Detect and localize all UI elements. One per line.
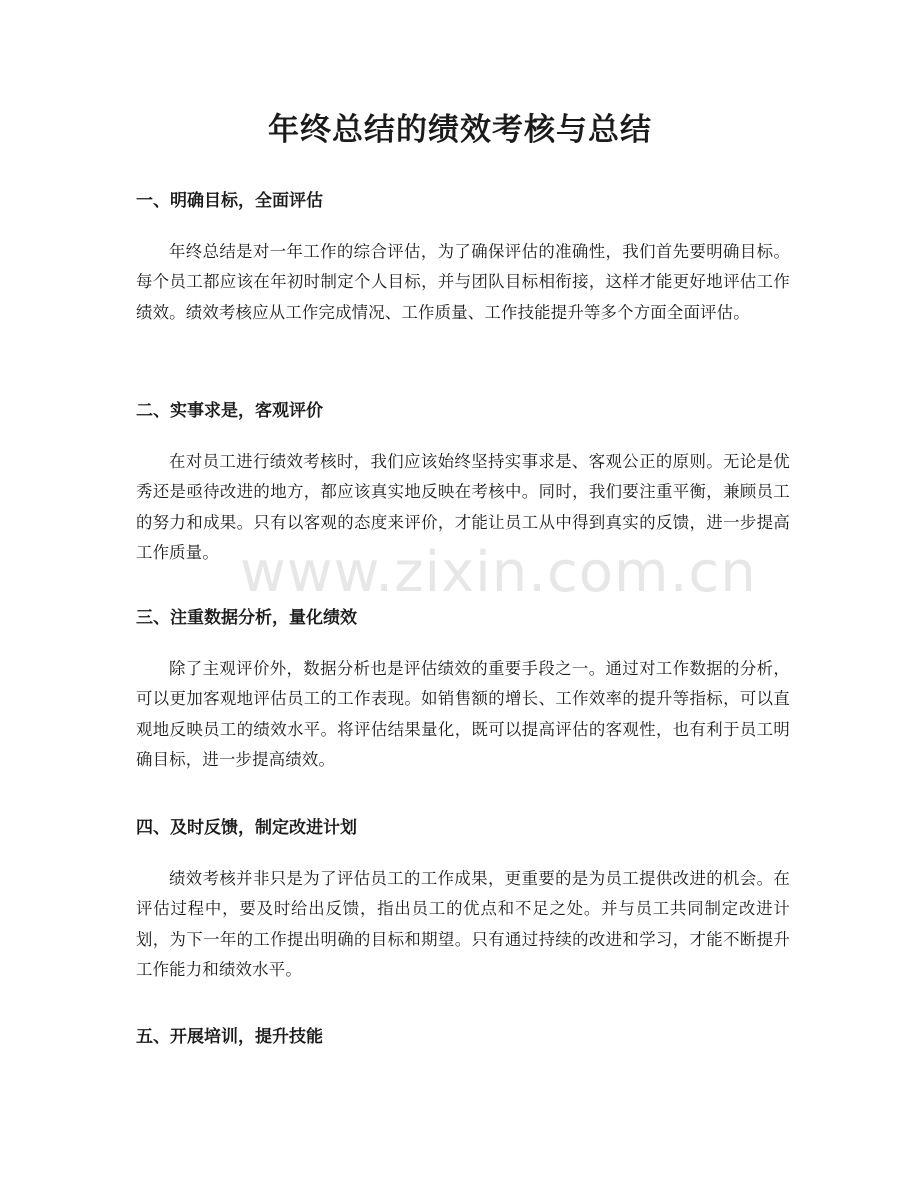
section-paragraph-4: 绩效考核并非只是为了评估员工的工作成果，更重要的是为员工提供改进的机会。在评估过程中，要及时给出反馈，指出员工的优点和不足之处。并与员工共同制定改进计划，为下一年的工作提出明确的目标和期望。只有通过持续的改进和学习，才能不断提升工作能力和绩效水平。 — [136, 869, 790, 980]
document-title: 年终总结的绩效考核与总结 — [268, 112, 652, 148]
section-paragraph-3: 除了主观评价外，数据分析也是评估绩效的重要手段之一。通过对工作数据的分析，可以更加客观地评估员工的工作表现。如销售额的增长、工作效率的提升等指标，可以直观地反映员工的绩效水平。将评估结果量化，既可以提高评估的客观性，也有利于员工明确目标，进一步提高绩效。 — [136, 659, 790, 770]
section-heading-3: 三、注重数据分析，量化绩效 — [136, 608, 357, 628]
section-heading-5: 五、开展培训，提升技能 — [136, 1027, 323, 1047]
section-paragraph-2: 在对员工进行绩效考核时，我们应该始终坚持实事求是、客观公正的原则。无论是优秀还是亟待改进的地方，都应该真实地反映在考核中。同时，我们要注重平衡，兼顾员工的努力和成果。只有以客观的态度来评价，才能让员工从中得到真实的反馈，进一步提高工作质量。 — [136, 452, 790, 563]
section-heading-1: 一、明确目标，全面评估 — [136, 191, 323, 211]
section-paragraph-1: 年终总结是对一年工作的综合评估，为了确保评估的准确性，我们首先要明确目标。每个员工都应该在年初时制定个人目标，并与团队目标相衔接，这样才能更好地评估工作绩效。绩效考核应从工作完成情况、工作质量、工作技能提升等多个方面全面评估。 — [136, 242, 790, 322]
section-heading-4: 四、及时反馈，制定改进计划 — [136, 818, 357, 838]
section-heading-2: 二、实事求是，客观评价 — [136, 401, 323, 421]
watermark: www.zixin.com.cn — [240, 540, 757, 605]
